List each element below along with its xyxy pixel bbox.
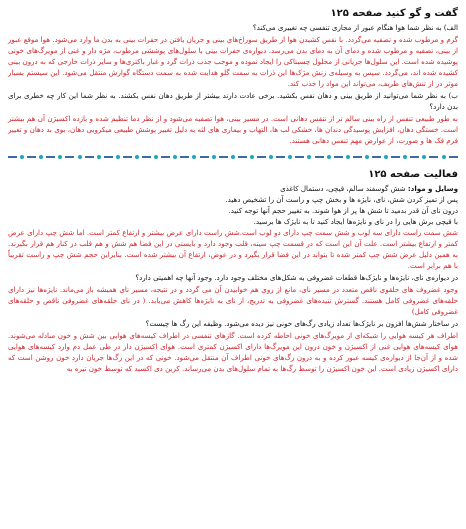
divider-dash: [104, 156, 113, 158]
divider-dash: [180, 156, 189, 158]
divider-dash: [8, 156, 17, 158]
divider-dash: [219, 156, 228, 158]
divider-dash: [123, 156, 132, 158]
divider-dot: [442, 155, 446, 159]
divider-dot: [78, 155, 82, 159]
divider-dash: [200, 156, 209, 158]
divider-dot: [212, 155, 216, 159]
divider-dot: [307, 155, 311, 159]
divider-dash: [295, 156, 304, 158]
divider-dot: [192, 155, 196, 159]
divider-dot: [250, 155, 254, 159]
answer-b: به طور طبیعی تنفس از راه بینی سالم تر از تنفس دهانی است. در مسیر بینی، هوا تصفیه می‌شود و از نظر دما تنظیم شده و بازده اکسیژن آن هم بیشتر است. خستگی دهان، افزایش پوسیدگی دندان ها، خشکی لب ها، التهاب و بیماری های لثه به دلیل تغییر پوشش طبیعی میکروبی دهان، بوی بد دهان و تغییر فرم فک ها و صورت، از عوارض مهم تنفس دهانی هستند.: [8, 114, 458, 145]
divider-dash: [334, 156, 343, 158]
answer-cartilage: وجود غضروف های حلقوی ناقص متعدد در مسیر نای، مانع از روی هم خوابیدن آن می گردد و در نتیجه، مسیر نای همیشه باز می‌ماند. نایژه‌ها نیز دارای حلقه‌های غضروفی کامل هستند. گسترش تنیده‌های غضروفی به تدریج، از نای به نایژه‌ها کاهش می‌یابد. ( در نای حلقه‌های غضروفی ناقص و حلقه‌های غضروفی کامل): [8, 285, 458, 316]
divider-dash: [410, 156, 419, 158]
divider-dash: [46, 156, 55, 158]
divider-dash: [238, 156, 247, 158]
divider-dot: [384, 155, 388, 159]
divider-dot: [154, 155, 158, 159]
divider-dot: [135, 155, 139, 159]
answer-lungs: شش سمت راست دارای سه لوب و شش سمت چپ دارای دو لوب است.شش راست دارای عرض بیشتر و ارتفاع کمتر است. اما شش چپ دارای عرض کمتر و ارتفاع بیشتر است. علت آن این است که در قسمت چپ سینه، قلب وجود دارد و بایستی در این فضا هم شش و هم قلب در کنار هم قرار بگیرند. به همین دلیل عرض شش چپ کمتر شده تا بتواند در این فضا قرار بگیرد و در عوض، ارتفاع آن بیشتر شده است. بنابراین حجم شش چپ و راست تقریباً با هم برابر است.: [8, 228, 458, 270]
divider-dash: [449, 156, 458, 158]
answer-a: گرم و مرطوب شده و تصفیه می‌گردد. با نفس کشیدن هوا از طریق سوراخ‌های بینی و جریان یافتن در حفرات بینی به بدن ما وارد می‌شود. هوا موقع عبور از بینی، تصفیه و مرطوب شده و دمای آن به دمای بدن می‌رسد. دیواره‌ی حفرات بینی با سلول‌های پوششی مرطوب، مژه دار و غنی از مویرگ‌های خونی پوشیده شده است. این سلول‌ها جریانی از محلول چسبناکی را ایجاد نموده و موجب جذب ذرات گرد و غبار باکتری‌ها و سایر ذرات خارجی که به درون بینی کشیده شده اند، می‌گردد. سپس به وسیله‌ی زنش مژک‌ها این ذرات به سمت گلو هدایت شده به سمت دستگاه گوارش منتقل می‌شود. این سیستم بسیار موثر در از تنش‌های طریف، می‌تواند این مواد را جذب کند.: [8, 35, 458, 88]
divider-dot: [116, 155, 120, 159]
divider-dash: [391, 156, 400, 158]
divider-dot: [269, 155, 273, 159]
divider-dash: [353, 156, 362, 158]
divider-dot: [365, 155, 369, 159]
divider-dash: [27, 156, 36, 158]
section-heading-activity: فعالیت صفحه ۱۲۵: [368, 169, 458, 180]
materials-label: وسایل و مواد:: [407, 184, 458, 193]
divider-dash: [142, 156, 151, 158]
divider-dot: [97, 155, 101, 159]
divider-dot: [39, 155, 43, 159]
divider-dot: [327, 155, 331, 159]
question-vessels: در ساختار شش‌ها افزون بر نایژک‌ها تعداد زیادی رگ‌های خونی نیز دیده می‌شود. وظیفه این رگ ها چیست؟: [145, 319, 458, 328]
instruction-item: درون نای آن قدر بدمید تا شش ها پر از هوا شوند. به تغییر حجم آنها توجه کنید.: [228, 206, 458, 215]
question-a: الف) به نظر شما هوا هنگام عبور از مجاری تنفسی چه تغییری می‌کند؟: [252, 23, 458, 32]
divider-dash: [161, 156, 170, 158]
divider-dot: [346, 155, 350, 159]
divider-dash: [429, 156, 438, 158]
divider-dash: [85, 156, 94, 158]
question-b: ب) به نظر شما می‌توانید از طریق بینی و دهان نفس بکشید. برخی عادت دارند بیشتر از طریق دهان نفس بکشند. به نظر شما این کار چه خطری برای بدن دارد؟: [8, 91, 458, 111]
divider-dot: [20, 155, 24, 159]
section-heading-discuss: گفت و گو کنید صفحه ۱۲۵: [330, 8, 458, 19]
divider-dash: [372, 156, 381, 158]
answer-vessels: اطراف هر کیسه هوایی را شبکه‌ای از مویرگ‌های خونی احاطه کرده است. گاز‌های تنفسی در اطراف کیسه‌های هوایی بین شش و خون مبادله می‌شوند. هوای کیسه‌های هوایی غنی از اکسیژن و خون درون این مویرگ‌ها دارای اکسیژن کمتری است. هوای اکسیژن دار در طی عمل دم وارد کیسه‌های هوایی شده و از آن‌جا از دیواره‌ی کیسه عبور کرده و به درون رگ‌های خونی اطراف آن منتقل می‌شود. خونی که در این رگ‌ها جریان دارد خون روشن است که دارای اکسیژن زیادی است. این خون اکسیژن را توسط رگ‌ها به تمام سلول‌های بدن می‌رساند. کربن دی اکسید که توسط خون تیره به: [8, 331, 458, 373]
divider-dash: [315, 156, 324, 158]
instruction-item: با قیچی برش هایی را در نای و نایژه‌ها ایجاد کنید تا به نایژک ها برسید.: [253, 217, 458, 226]
section-divider: [8, 152, 458, 161]
divider-dot: [231, 155, 235, 159]
materials-list: شش گوسفند سالم، قیچی، دستمال کاغذی: [280, 184, 406, 193]
divider-dash: [276, 156, 285, 158]
divider-dot: [58, 155, 62, 159]
divider-dash: [65, 156, 74, 158]
instruction-item: پس از تمیز کردن شش، نای، نایژه ها و بخش چپ و راست آن را تشخیص دهید.: [225, 195, 458, 204]
divider-dot: [403, 155, 407, 159]
divider-dot: [173, 155, 177, 159]
divider-dot: [288, 155, 292, 159]
divider-dash: [257, 156, 266, 158]
divider-dot: [422, 155, 426, 159]
materials-line: [8, 183, 458, 194]
question-cartilage: در دیواره‌ی نای، نایژه‌ها و نایژک‌ها قطعات غضروفی به شکل‌های مختلف وجود دارد. وجود آنها چه اهمیتی دارد؟: [135, 273, 458, 282]
